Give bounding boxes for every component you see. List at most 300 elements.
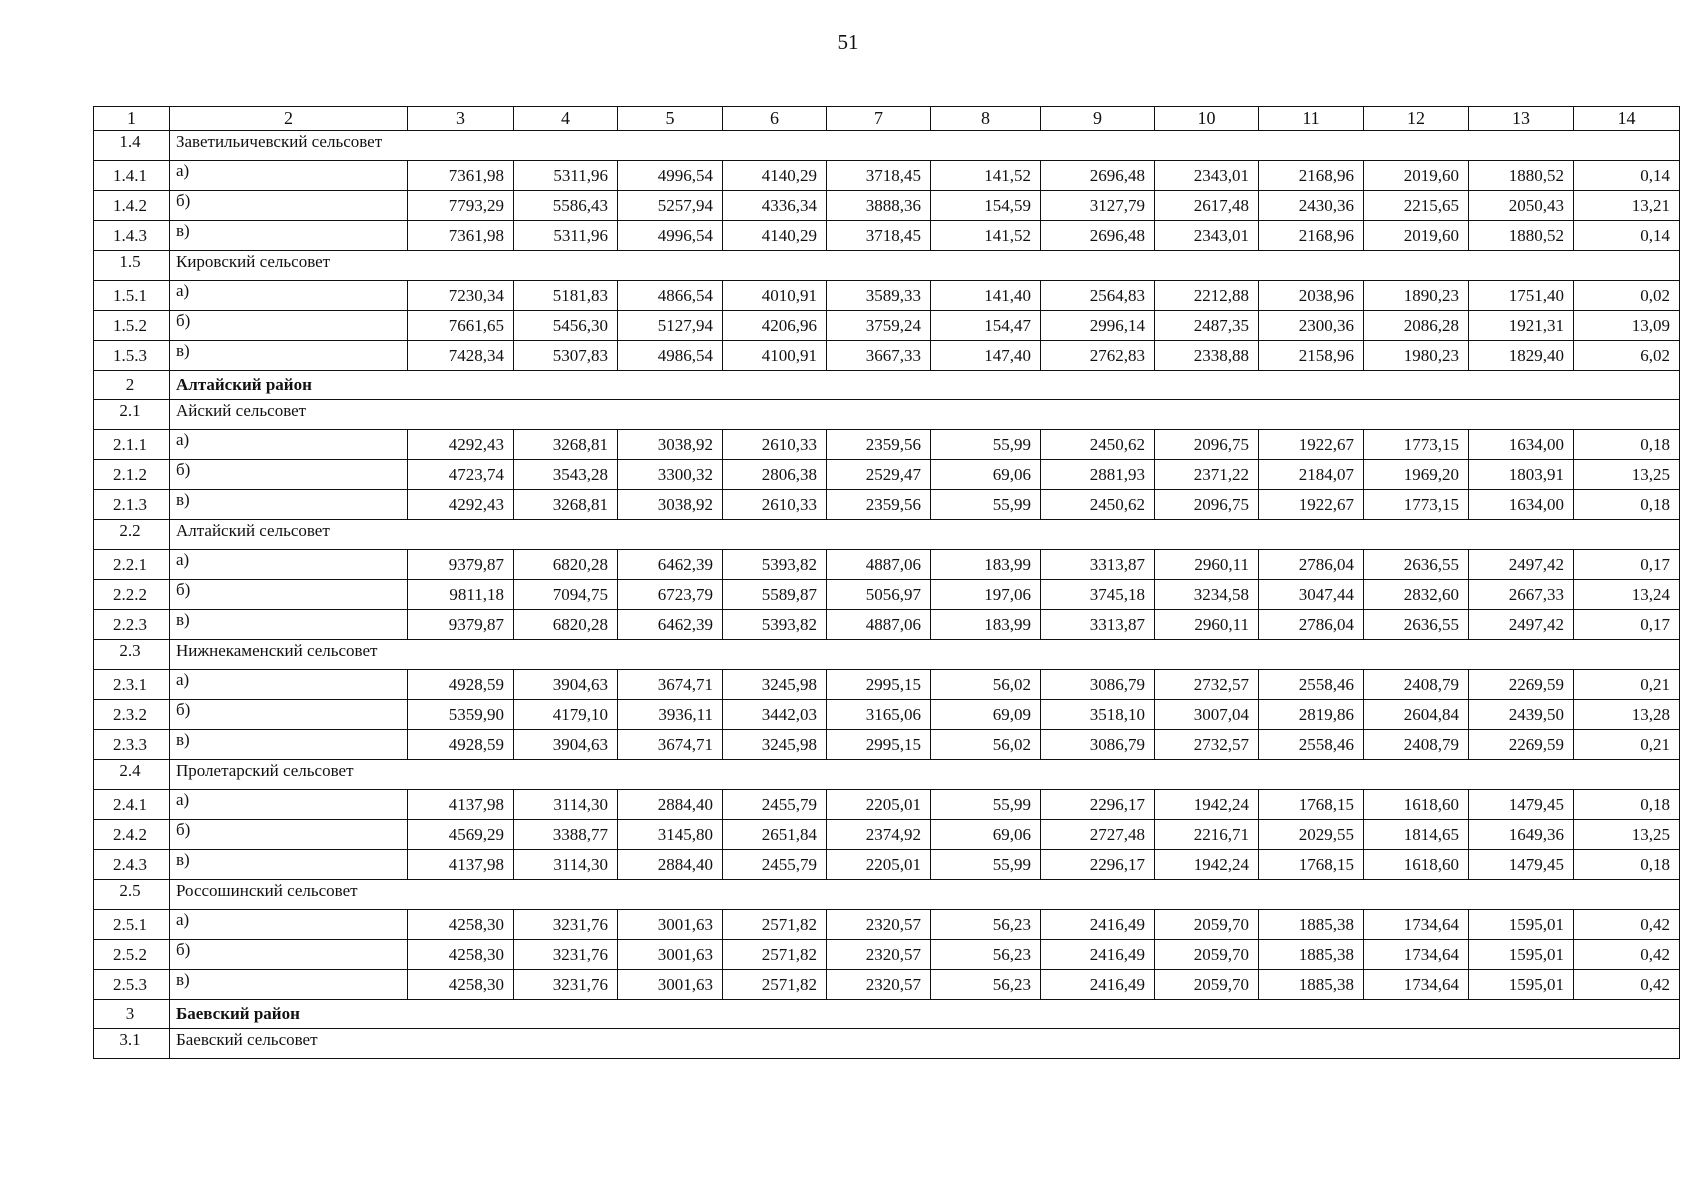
value-cell: 13,25 [1574, 460, 1680, 490]
value-cell: 2450,62 [1041, 430, 1155, 460]
value-cell: 3759,24 [827, 311, 931, 341]
district-code: 2 [94, 371, 170, 400]
value-cell: 2050,43 [1469, 191, 1574, 221]
district-code: 3 [94, 1000, 170, 1029]
table-row [94, 850, 1680, 880]
column-header: 4 [514, 107, 618, 131]
value-cell: 5056,97 [827, 580, 931, 610]
value-cell: 1880,52 [1469, 221, 1574, 251]
column-header: 5 [618, 107, 723, 131]
column-header: 7 [827, 107, 931, 131]
value-cell: 1885,38 [1259, 940, 1364, 970]
value-cell: 2158,96 [1259, 341, 1364, 371]
value-cell: 2651,84 [723, 820, 827, 850]
value-cell: 2571,82 [723, 940, 827, 970]
value-cell: 7361,98 [408, 161, 514, 191]
council-name: Кировский сельсовет [170, 251, 1680, 281]
council-code: 2.4 [94, 760, 170, 790]
council-code: 2.1 [94, 400, 170, 430]
value-cell: 9811,18 [408, 580, 514, 610]
row-variant: в) [170, 610, 408, 640]
value-cell: 6820,28 [514, 550, 618, 580]
value-cell: 2296,17 [1041, 790, 1155, 820]
row-code: 1.4.2 [94, 191, 170, 221]
row-code: 2.1.1 [94, 430, 170, 460]
value-cell: 3086,79 [1041, 670, 1155, 700]
value-cell: 4569,29 [408, 820, 514, 850]
value-cell: 3001,63 [618, 940, 723, 970]
page-number: 51 [837, 30, 859, 54]
value-cell: 2558,46 [1259, 670, 1364, 700]
value-cell: 3888,36 [827, 191, 931, 221]
value-cell: 0,18 [1574, 490, 1680, 520]
value-cell: 6820,28 [514, 610, 618, 640]
value-cell: 3518,10 [1041, 700, 1155, 730]
value-cell: 4928,59 [408, 730, 514, 760]
table-row [94, 311, 1680, 341]
value-cell: 4928,59 [408, 670, 514, 700]
table-row [94, 430, 1680, 460]
value-cell: 2320,57 [827, 940, 931, 970]
value-cell: 69,06 [931, 460, 1041, 490]
row-variant: б) [170, 191, 408, 221]
value-cell: 13,21 [1574, 191, 1680, 221]
value-cell: 4336,34 [723, 191, 827, 221]
row-variant: б) [170, 311, 408, 341]
value-cell: 4996,54 [618, 161, 723, 191]
value-cell: 147,40 [931, 341, 1041, 371]
value-cell: 0,14 [1574, 161, 1680, 191]
value-cell: 56,23 [931, 970, 1041, 1000]
value-cell: 2371,22 [1155, 460, 1259, 490]
column-header: 14 [1574, 107, 1680, 131]
value-cell: 1829,40 [1469, 341, 1574, 371]
row-variant: а) [170, 670, 408, 700]
header-row [94, 107, 1680, 131]
row-code: 1.4.1 [94, 161, 170, 191]
value-cell: 3127,79 [1041, 191, 1155, 221]
value-cell: 13,28 [1574, 700, 1680, 730]
value-cell: 2216,71 [1155, 820, 1259, 850]
table-row [94, 610, 1680, 640]
value-cell: 141,40 [931, 281, 1041, 311]
value-cell: 1880,52 [1469, 161, 1574, 191]
row-code: 2.2.2 [94, 580, 170, 610]
value-cell: 1942,24 [1155, 790, 1259, 820]
value-cell: 2359,56 [827, 430, 931, 460]
value-cell: 1803,91 [1469, 460, 1574, 490]
value-cell: 2884,40 [618, 850, 723, 880]
value-cell: 1768,15 [1259, 850, 1364, 880]
table-row [94, 341, 1680, 371]
value-cell: 4887,06 [827, 610, 931, 640]
value-cell: 4723,74 [408, 460, 514, 490]
council-name: Баевский сельсовет [170, 1029, 1680, 1059]
value-cell: 3086,79 [1041, 730, 1155, 760]
value-cell: 55,99 [931, 430, 1041, 460]
value-cell: 2450,62 [1041, 490, 1155, 520]
value-cell: 5257,94 [618, 191, 723, 221]
value-cell: 5311,96 [514, 161, 618, 191]
row-code: 1.5.1 [94, 281, 170, 311]
value-cell: 3047,44 [1259, 580, 1364, 610]
row-code: 1.4.3 [94, 221, 170, 251]
value-cell: 1773,15 [1364, 490, 1469, 520]
row-variant: в) [170, 850, 408, 880]
value-cell: 0,02 [1574, 281, 1680, 311]
value-cell: 3245,98 [723, 670, 827, 700]
value-cell: 4258,30 [408, 940, 514, 970]
council-name: Пролетарский сельсовет [170, 760, 1680, 790]
value-cell: 4292,43 [408, 490, 514, 520]
value-cell: 3674,71 [618, 730, 723, 760]
value-cell: 2819,86 [1259, 700, 1364, 730]
council-code: 2.2 [94, 520, 170, 550]
value-cell: 2636,55 [1364, 550, 1469, 580]
value-cell: 0,21 [1574, 730, 1680, 760]
value-cell: 2696,48 [1041, 221, 1155, 251]
value-cell: 6,02 [1574, 341, 1680, 371]
table-row [94, 730, 1680, 760]
value-cell: 1479,45 [1469, 790, 1574, 820]
value-cell: 5307,83 [514, 341, 618, 371]
value-cell: 2338,88 [1155, 341, 1259, 371]
column-header: 13 [1469, 107, 1574, 131]
value-cell: 2168,96 [1259, 221, 1364, 251]
value-cell: 13,24 [1574, 580, 1680, 610]
value-cell: 2497,42 [1469, 610, 1574, 640]
value-cell: 2571,82 [723, 970, 827, 1000]
value-cell: 2806,38 [723, 460, 827, 490]
value-cell: 2059,70 [1155, 910, 1259, 940]
value-cell: 2455,79 [723, 850, 827, 880]
value-cell: 3234,58 [1155, 580, 1259, 610]
value-cell: 4100,91 [723, 341, 827, 371]
value-cell: 5586,43 [514, 191, 618, 221]
value-cell: 1885,38 [1259, 970, 1364, 1000]
value-cell: 2430,36 [1259, 191, 1364, 221]
value-cell: 4206,96 [723, 311, 827, 341]
value-cell: 141,52 [931, 221, 1041, 251]
value-cell: 3231,76 [514, 910, 618, 940]
value-cell: 2029,55 [1259, 820, 1364, 850]
column-header: 9 [1041, 107, 1155, 131]
value-cell: 0,18 [1574, 790, 1680, 820]
value-cell: 2320,57 [827, 970, 931, 1000]
value-cell: 3038,92 [618, 490, 723, 520]
value-cell: 2762,83 [1041, 341, 1155, 371]
value-cell: 3936,11 [618, 700, 723, 730]
council-row [94, 640, 1680, 670]
value-cell: 1942,24 [1155, 850, 1259, 880]
column-header: 2 [170, 107, 408, 131]
value-cell: 3300,32 [618, 460, 723, 490]
value-cell: 7428,34 [408, 341, 514, 371]
row-variant: в) [170, 730, 408, 760]
value-cell: 2086,28 [1364, 311, 1469, 341]
value-cell: 2610,33 [723, 490, 827, 520]
value-cell: 3667,33 [827, 341, 931, 371]
value-cell: 4179,10 [514, 700, 618, 730]
value-cell: 0,17 [1574, 610, 1680, 640]
value-cell: 2300,36 [1259, 311, 1364, 341]
value-cell: 3718,45 [827, 221, 931, 251]
value-cell: 1649,36 [1469, 820, 1574, 850]
table-row [94, 550, 1680, 580]
row-code: 2.1.3 [94, 490, 170, 520]
value-cell: 2184,07 [1259, 460, 1364, 490]
value-cell: 2455,79 [723, 790, 827, 820]
value-cell: 56,23 [931, 940, 1041, 970]
district-row [94, 1000, 1680, 1029]
tariff-table [93, 106, 1680, 1059]
value-cell: 0,18 [1574, 850, 1680, 880]
column-header: 3 [408, 107, 514, 131]
value-cell: 0,21 [1574, 670, 1680, 700]
value-cell: 2205,01 [827, 850, 931, 880]
value-cell: 2408,79 [1364, 670, 1469, 700]
value-cell: 2019,60 [1364, 161, 1469, 191]
table-row [94, 940, 1680, 970]
value-cell: 6723,79 [618, 580, 723, 610]
row-variant: б) [170, 460, 408, 490]
value-cell: 4986,54 [618, 341, 723, 371]
row-variant: а) [170, 910, 408, 940]
table-row [94, 281, 1680, 311]
value-cell: 9379,87 [408, 550, 514, 580]
value-cell: 197,06 [931, 580, 1041, 610]
value-cell: 2604,84 [1364, 700, 1469, 730]
value-cell: 3589,33 [827, 281, 931, 311]
value-cell: 3268,81 [514, 490, 618, 520]
value-cell: 2786,04 [1259, 550, 1364, 580]
table-row [94, 490, 1680, 520]
table-row [94, 820, 1680, 850]
row-variant: а) [170, 161, 408, 191]
row-variant: а) [170, 790, 408, 820]
value-cell: 2416,49 [1041, 970, 1155, 1000]
value-cell: 2832,60 [1364, 580, 1469, 610]
value-cell: 4258,30 [408, 970, 514, 1000]
council-code: 1.5 [94, 251, 170, 281]
council-row [94, 760, 1680, 790]
row-variant: а) [170, 281, 408, 311]
value-cell: 3904,63 [514, 730, 618, 760]
value-cell: 3114,30 [514, 790, 618, 820]
row-code: 1.5.2 [94, 311, 170, 341]
value-cell: 3268,81 [514, 430, 618, 460]
value-cell: 5127,94 [618, 311, 723, 341]
row-code: 2.3.1 [94, 670, 170, 700]
value-cell: 7230,34 [408, 281, 514, 311]
value-cell: 1922,67 [1259, 430, 1364, 460]
value-cell: 3231,76 [514, 940, 618, 970]
value-cell: 6462,39 [618, 550, 723, 580]
district-name: Алтайский район [170, 371, 1680, 400]
value-cell: 154,47 [931, 311, 1041, 341]
column-header: 10 [1155, 107, 1259, 131]
row-variant: б) [170, 700, 408, 730]
column-header: 1 [94, 107, 170, 131]
district-row [94, 371, 1680, 400]
value-cell: 3001,63 [618, 970, 723, 1000]
value-cell: 3231,76 [514, 970, 618, 1000]
value-cell: 154,59 [931, 191, 1041, 221]
value-cell: 2564,83 [1041, 281, 1155, 311]
column-header: 6 [723, 107, 827, 131]
district-name: Баевский район [170, 1000, 1680, 1029]
row-variant: в) [170, 490, 408, 520]
value-cell: 69,09 [931, 700, 1041, 730]
value-cell: 2667,33 [1469, 580, 1574, 610]
value-cell: 4010,91 [723, 281, 827, 311]
row-code: 2.1.2 [94, 460, 170, 490]
column-header: 8 [931, 107, 1041, 131]
table-body [94, 107, 1680, 1059]
value-cell: 1890,23 [1364, 281, 1469, 311]
council-row [94, 520, 1680, 550]
row-variant: а) [170, 550, 408, 580]
value-cell: 0,42 [1574, 970, 1680, 1000]
value-cell: 1751,40 [1469, 281, 1574, 311]
value-cell: 2212,88 [1155, 281, 1259, 311]
value-cell: 3001,63 [618, 910, 723, 940]
value-cell: 2416,49 [1041, 940, 1155, 970]
row-code: 2.5.1 [94, 910, 170, 940]
value-cell: 5359,90 [408, 700, 514, 730]
value-cell: 2059,70 [1155, 940, 1259, 970]
value-cell: 5393,82 [723, 550, 827, 580]
row-variant: в) [170, 341, 408, 371]
value-cell: 5589,87 [723, 580, 827, 610]
value-cell: 56,23 [931, 910, 1041, 940]
value-cell: 2636,55 [1364, 610, 1469, 640]
value-cell: 1921,31 [1469, 311, 1574, 341]
value-cell: 3114,30 [514, 850, 618, 880]
value-cell: 2269,59 [1469, 730, 1574, 760]
value-cell: 3718,45 [827, 161, 931, 191]
value-cell: 1734,64 [1364, 940, 1469, 970]
row-code: 2.5.3 [94, 970, 170, 1000]
council-name: Заветильичевский сельсовет [170, 131, 1680, 161]
value-cell: 2296,17 [1041, 850, 1155, 880]
value-cell: 7793,29 [408, 191, 514, 221]
value-cell: 4140,29 [723, 221, 827, 251]
value-cell: 1734,64 [1364, 910, 1469, 940]
row-variant: б) [170, 580, 408, 610]
value-cell: 0,17 [1574, 550, 1680, 580]
value-cell: 3674,71 [618, 670, 723, 700]
row-variant: в) [170, 970, 408, 1000]
row-variant: а) [170, 430, 408, 460]
value-cell: 1618,60 [1364, 850, 1469, 880]
table-row [94, 790, 1680, 820]
row-code: 1.5.3 [94, 341, 170, 371]
value-cell: 2497,42 [1469, 550, 1574, 580]
table-row [94, 670, 1680, 700]
row-code: 2.4.1 [94, 790, 170, 820]
value-cell: 55,99 [931, 850, 1041, 880]
council-row [94, 880, 1680, 910]
value-cell: 1595,01 [1469, 910, 1574, 940]
council-code: 2.5 [94, 880, 170, 910]
council-name: Нижнекаменский сельсовет [170, 640, 1680, 670]
council-row [94, 251, 1680, 281]
value-cell: 69,06 [931, 820, 1041, 850]
council-name: Россошинский сельсовет [170, 880, 1680, 910]
value-cell: 2786,04 [1259, 610, 1364, 640]
value-cell: 2343,01 [1155, 161, 1259, 191]
value-cell: 2408,79 [1364, 730, 1469, 760]
value-cell: 0,42 [1574, 940, 1680, 970]
value-cell: 1595,01 [1469, 940, 1574, 970]
value-cell: 5456,30 [514, 311, 618, 341]
value-cell: 141,52 [931, 161, 1041, 191]
council-row [94, 131, 1680, 161]
value-cell: 56,02 [931, 730, 1041, 760]
value-cell: 1479,45 [1469, 850, 1574, 880]
value-cell: 2617,48 [1155, 191, 1259, 221]
value-cell: 2732,57 [1155, 670, 1259, 700]
council-code: 1.4 [94, 131, 170, 161]
council-name: Айский сельсовет [170, 400, 1680, 430]
value-cell: 4996,54 [618, 221, 723, 251]
value-cell: 2439,50 [1469, 700, 1574, 730]
value-cell: 9379,87 [408, 610, 514, 640]
table-row [94, 161, 1680, 191]
value-cell: 2995,15 [827, 730, 931, 760]
value-cell: 3038,92 [618, 430, 723, 460]
value-cell: 1773,15 [1364, 430, 1469, 460]
value-cell: 3442,03 [723, 700, 827, 730]
value-cell: 0,14 [1574, 221, 1680, 251]
value-cell: 3245,98 [723, 730, 827, 760]
value-cell: 2558,46 [1259, 730, 1364, 760]
value-cell: 183,99 [931, 550, 1041, 580]
council-code: 3.1 [94, 1029, 170, 1059]
value-cell: 2019,60 [1364, 221, 1469, 251]
value-cell: 1768,15 [1259, 790, 1364, 820]
value-cell: 13,09 [1574, 311, 1680, 341]
value-cell: 2732,57 [1155, 730, 1259, 760]
value-cell: 1618,60 [1364, 790, 1469, 820]
value-cell: 0,42 [1574, 910, 1680, 940]
value-cell: 2205,01 [827, 790, 931, 820]
column-header: 12 [1364, 107, 1469, 131]
value-cell: 2696,48 [1041, 161, 1155, 191]
table-row [94, 700, 1680, 730]
value-cell: 4137,98 [408, 790, 514, 820]
value-cell: 2727,48 [1041, 820, 1155, 850]
value-cell: 183,99 [931, 610, 1041, 640]
row-code: 2.2.3 [94, 610, 170, 640]
row-code: 2.3.3 [94, 730, 170, 760]
value-cell: 4292,43 [408, 430, 514, 460]
column-header: 11 [1259, 107, 1364, 131]
value-cell: 1980,23 [1364, 341, 1469, 371]
value-cell: 1634,00 [1469, 490, 1574, 520]
value-cell: 2215,65 [1364, 191, 1469, 221]
value-cell: 1734,64 [1364, 970, 1469, 1000]
value-cell: 4258,30 [408, 910, 514, 940]
value-cell: 2374,92 [827, 820, 931, 850]
value-cell: 5311,96 [514, 221, 618, 251]
value-cell: 2320,57 [827, 910, 931, 940]
table-row [94, 580, 1680, 610]
value-cell: 3313,87 [1041, 550, 1155, 580]
council-code: 2.3 [94, 640, 170, 670]
table-row [94, 221, 1680, 251]
